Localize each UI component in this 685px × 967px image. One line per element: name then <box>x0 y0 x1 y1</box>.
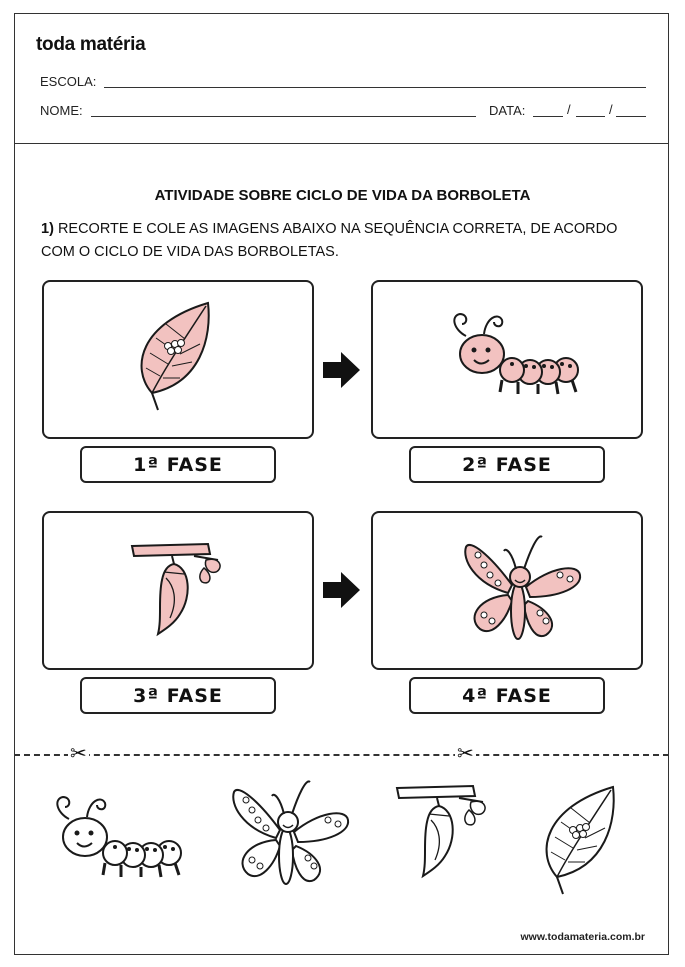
brand-logo: toda matéria <box>36 34 146 55</box>
activity-title: ATIVIDADE SOBRE CICLO DE VIDA DA BORBOLETA <box>154 187 531 204</box>
date-label: DATA: <box>489 103 526 118</box>
date-month-field[interactable] <box>576 116 605 117</box>
phase-3-label: 3ª FASE <box>80 677 276 714</box>
cutout-butterfly-icon[interactable] <box>228 770 353 898</box>
question-text: RECORTE E COLE AS IMAGENS ABAIXO NA SEQUÊNCIA CORRETA, DE ACORDO COM O CICLO DE VIDA DAS BORBOLETAS. <box>41 221 618 260</box>
date-day-field[interactable] <box>533 116 563 117</box>
date-year-field[interactable] <box>616 116 646 117</box>
cutout-caterpillar-icon[interactable] <box>42 785 192 885</box>
arrow-right-icon <box>323 352 361 388</box>
cutout-chrysalis-icon[interactable] <box>393 780 493 880</box>
school-label: ESCOLA: <box>40 74 97 89</box>
leaf-with-eggs-icon <box>130 298 220 413</box>
question-number: 1) <box>41 221 54 237</box>
footer-website: www.todamateria.com.br <box>520 931 645 943</box>
school-field[interactable] <box>104 87 646 88</box>
arrow-right-icon <box>323 572 361 608</box>
name-label: NOME: <box>40 103 83 118</box>
scissors-icon: ✂ <box>70 743 87 765</box>
phase-4-label: 4ª FASE <box>409 677 605 714</box>
phase-2-label: 2ª FASE <box>409 446 605 483</box>
header-divider <box>14 143 669 144</box>
scissors-icon: ✂ <box>457 743 474 765</box>
question-1 <box>41 218 651 264</box>
cut-line <box>14 754 669 756</box>
butterfly-icon <box>460 525 585 653</box>
cutout-leaf-with-eggs-icon[interactable] <box>535 782 625 897</box>
date-separator: / <box>609 102 613 117</box>
caterpillar-icon <box>444 302 584 402</box>
phase-1-label: 1ª FASE <box>80 446 276 483</box>
name-field[interactable] <box>91 116 476 117</box>
chrysalis-icon <box>128 538 228 638</box>
date-separator: / <box>567 102 571 117</box>
